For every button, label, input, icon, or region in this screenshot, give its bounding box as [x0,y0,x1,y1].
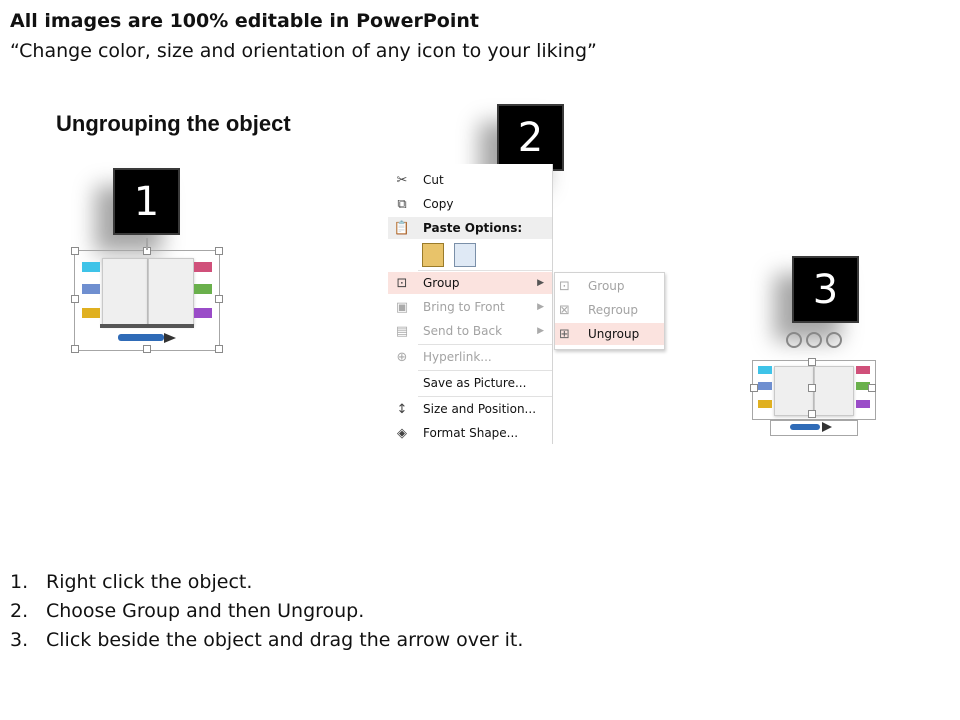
book-spine [100,324,194,328]
step-badge-2: 2 [497,104,564,171]
menu-header-paste-options [388,217,552,239]
selection-handle[interactable] [71,345,79,353]
menu-separator [418,370,552,371]
instruction-item [10,626,523,655]
instruction-text: Choose Group and then Ungroup. [46,600,365,622]
group-icon: ⊡ [559,278,570,294]
rotate-handle-icon[interactable] [786,332,802,348]
selection-handle[interactable] [808,410,816,418]
slide-subtitle: “Change color, size and orientation of any icon to your liking” [10,40,597,62]
menu-item-size-position[interactable] [388,398,552,420]
send-back-icon: ▤ [395,323,409,339]
paste-picture-icon[interactable] [454,243,476,267]
tab-cyan [758,366,772,374]
group-icon: ⊡ [396,275,408,291]
size-position-icon: ↕ [396,401,408,417]
menu-label: Bring to Front [423,300,505,314]
instruction-list [10,568,523,655]
selection-handle[interactable] [868,384,876,392]
menu-label: Cut [423,173,444,187]
submenu-label: Group [588,279,625,293]
pen-nib [164,333,176,343]
paste-icon: 📋 [393,220,411,236]
step-badge-1: 1 [113,168,180,235]
context-menu [388,164,553,444]
menu-label: Paste Options: [423,221,523,235]
instruction-number: 1. [10,571,29,593]
tab-green [194,284,212,294]
menu-separator [418,396,552,397]
menu-item-cut[interactable] [388,169,552,191]
book-object-selected[interactable] [72,238,222,353]
instruction-text: Right click the object. [46,571,253,593]
submenu-arrow-icon: ▶ [537,302,544,312]
menu-item-send-to-back[interactable] [388,320,552,342]
menu-item-bring-to-front[interactable] [388,296,552,318]
menu-label: Save as Picture... [423,376,527,390]
menu-label: Copy [423,197,454,211]
pen-nib [822,422,832,432]
book-left-page [102,258,148,326]
regroup-icon: ⊠ [559,302,570,318]
selection-handle[interactable] [215,247,223,255]
submenu-item-ungroup[interactable] [555,323,664,345]
selection-handle[interactable] [808,358,816,366]
menu-item-hyperlink[interactable] [388,346,552,368]
selection-handle[interactable] [750,384,758,392]
selection-handle[interactable] [808,384,816,392]
book-right-page [148,258,194,326]
rotate-handle-icon[interactable] [826,332,842,348]
menu-item-save-as-picture[interactable] [388,372,552,394]
instruction-text: Click beside the object and drag the arrow over it. [46,629,524,651]
tab-gold [758,400,772,408]
instruction-item [10,568,523,597]
submenu-label: Regroup [588,303,639,317]
pen-icon [118,334,164,341]
menu-item-format-shape[interactable] [388,422,552,444]
submenu-arrow-icon: ▶ [537,278,544,288]
menu-separator [418,270,552,271]
instruction-number: 3. [10,629,29,651]
ungroup-icon: ⊞ [559,326,570,342]
instruction-number: 2. [10,600,29,622]
rotate-handle-icon[interactable] [806,332,822,348]
instruction-item [10,597,523,626]
menu-label: Send to Back [423,324,503,338]
copy-icon: ⧉ [397,196,407,212]
book-right-page [814,366,854,416]
tab-cyan [82,262,100,272]
selection-handle[interactable] [71,295,79,303]
menu-label: Hyperlink... [423,350,492,364]
submenu-item-group[interactable] [555,275,664,297]
scissors-icon: ✂ [396,172,408,188]
selection-handle[interactable] [215,345,223,353]
hyperlink-icon: ⊕ [396,349,408,365]
menu-label: Size and Position... [423,402,537,416]
section-title: Ungrouping the object [56,111,291,136]
selection-handle[interactable] [143,345,151,353]
bring-front-icon: ▣ [395,299,409,315]
selection-handle[interactable] [71,247,79,255]
tab-blue [82,284,100,294]
tab-gold [82,308,100,318]
pen-icon [790,424,820,430]
menu-separator [418,344,552,345]
menu-item-group[interactable] [388,272,552,294]
book-object-ungrouped[interactable] [752,330,877,440]
rotation-stem [146,238,148,250]
menu-item-copy[interactable] [388,193,552,215]
submenu-label: Ungroup [588,327,640,341]
step-badge-3: 3 [792,256,859,323]
tab-purple [194,308,212,318]
menu-label: Group [423,276,460,290]
selection-handle[interactable] [215,295,223,303]
menu-label: Format Shape... [423,426,519,440]
format-shape-icon: ◈ [397,425,407,441]
paste-keep-text-icon[interactable] [422,243,444,267]
tab-purple [856,400,870,408]
tab-blue [758,382,772,390]
tab-red [194,262,212,272]
tab-red [856,366,870,374]
submenu-arrow-icon: ▶ [537,326,544,336]
slide-title: All images are 100% editable in PowerPoint [10,10,479,32]
submenu-item-regroup[interactable] [555,299,664,321]
group-submenu [554,272,665,350]
